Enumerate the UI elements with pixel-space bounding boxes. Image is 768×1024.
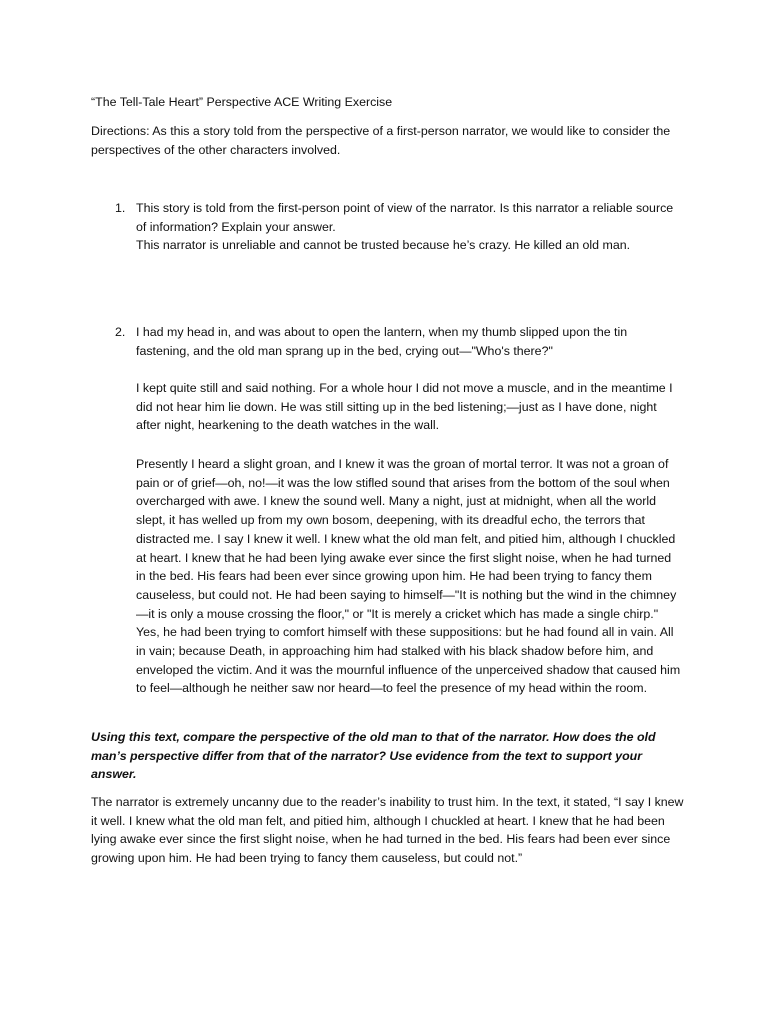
answer-1-text: This narrator is unreliable and cannot be trusted because he’s crazy. He killed an old man. (136, 238, 631, 252)
excerpt-paragraph-1: I had my head in, and was about to open the lantern, when my thumb slipped upon the tin fastening, and the old man sprang up in the bed, crying out—"Who's there?" (136, 325, 628, 358)
item-number-2: 2. (115, 325, 126, 339)
student-answer: The narrator is extremely uncanny due to the reader’s inability to trust him. In the text, it stated, “I say I knew it well. I knew what the old man felt, and pitied him, although I chuckled at heart. I knew that he had been lying awake ever since the first slight noise, when he had turned in the bed. His fears had been ever since growing upon him. He had been trying to fancy them causeless, but could not.” (91, 795, 684, 866)
writing-prompt: Using this text, compare the perspective of the old man to that of the narrator. How does the old man’s perspective differ from that of the narrator? Use evidence from the text to support your answer. (91, 730, 656, 782)
question-1-text: This story is told from the first-person point of view of the narrator. Is this narrator a reliable source of information? Explain your answer. (136, 201, 674, 234)
excerpt-paragraph-3: Presently I heard a slight groan, and I knew it was the groan of mortal terror. It was not a groan of pain or of grief—oh, no!—it was the low stifled sound that arises from the bottom of the soul when overcharged with awe. I knew the sound well. Many a night, just at midnight, when all the world slept, it has welled up from my own bosom, deepening, with its dreadful echo, the terrors that distracted me. I say I knew it well. I knew what the old man felt, and pitied him, although I chuckled at heart. I knew that he had been lying awake ever since the first slight noise, when he had turned in the bed. His fears had been ever since growing upon him. He had been trying to fancy them causeless, but could not. He had been saying to himself—"It is nothing but the wind in the chimney—it is only a mouse crossing the floor," or "It is merely a cricket which has made a single chirp." Yes, he had been trying to comfort himself with these suppositions: but he had found all in vain. All in vain; because Death, in approaching him had stalked with his black shadow before him, and enveloped the victim. And it was the mournful influence of the unperceived shadow that caused him to feel—although he neither saw nor heard—to feel the presence of my head within the room. (136, 457, 681, 696)
document-title: “The Tell-Tale Heart” Perspective ACE Writing Exercise (91, 95, 393, 109)
directions-text: Directions: As this a story told from the perspective of a first-person narrator, we would like to consider the perspectives of the other characters involved. (91, 124, 671, 157)
item-number-1: 1. (115, 201, 126, 215)
excerpt-paragraph-2: I kept quite still and said nothing. For a whole hour I did not move a muscle, and in the meantime I did not hear him lie down. He was still sitting up in the bed listening;—just as I have done, night after night, hearkening to the death watches in the wall. (136, 381, 673, 433)
